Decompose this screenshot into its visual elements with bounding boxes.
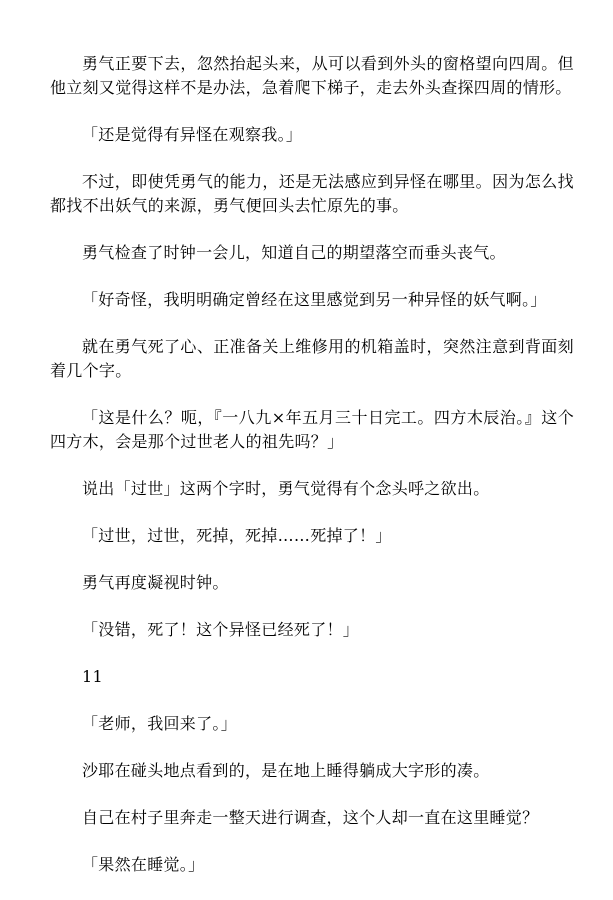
document-page	[50, 52, 574, 900]
paragraph: 说出「过世」这两个字时，勇气觉得有个念头呼之欲出。	[82, 479, 490, 498]
paragraph: 不过，即使凭勇气的能力，还是无法感应到异怪在哪里。因为怎么找都找不出妖气的来源，勇气便回头去忙原先的事。	[50, 172, 574, 215]
paragraph: 「这是什么？呃，『一八九×年五月三十日完工。四方木辰治。』这个四方木，会是那个过世老人的祖先吗？」	[50, 408, 574, 451]
paragraph: 「老师，我回来了。」	[82, 714, 238, 733]
paragraph: 「果然在睡觉。」	[82, 855, 205, 874]
paragraph: 「好奇怪，我明明确定曾经在这里感觉到另一种异怪的妖气啊。」	[82, 290, 547, 309]
paragraph: 勇气正要下去，忽然抬起头来，从可以看到外头的窗格望向四周。但他立刻又觉得这样不是办法，急着爬下梯子，走去外头查探四周的情形。	[50, 54, 574, 97]
paragraph: 自己在村子里奔走一整天进行调查，这个人却一直在这里睡觉？	[82, 808, 539, 827]
paragraph: 勇气再度凝视时钟。	[82, 573, 229, 592]
section-number: 11	[82, 667, 103, 686]
paragraph: 「还是觉得有异怪在观察我。」	[82, 125, 303, 144]
paragraph: 「过世，过世，死掉，死掉……死掉了！」	[82, 526, 392, 545]
paragraph: 沙耶在碰头地点看到的，是在地上睡得躺成大字形的凑。	[82, 761, 490, 780]
paragraph: 「没错，死了！这个异怪已经死了！」	[82, 620, 360, 639]
paragraph: 勇气检查了时钟一会儿，知道自己的期望落空而垂头丧气。	[82, 243, 506, 262]
paragraph: 就在勇气死了心、正准备关上维修用的机箱盖时，突然注意到背面刻着几个字。	[50, 337, 574, 380]
